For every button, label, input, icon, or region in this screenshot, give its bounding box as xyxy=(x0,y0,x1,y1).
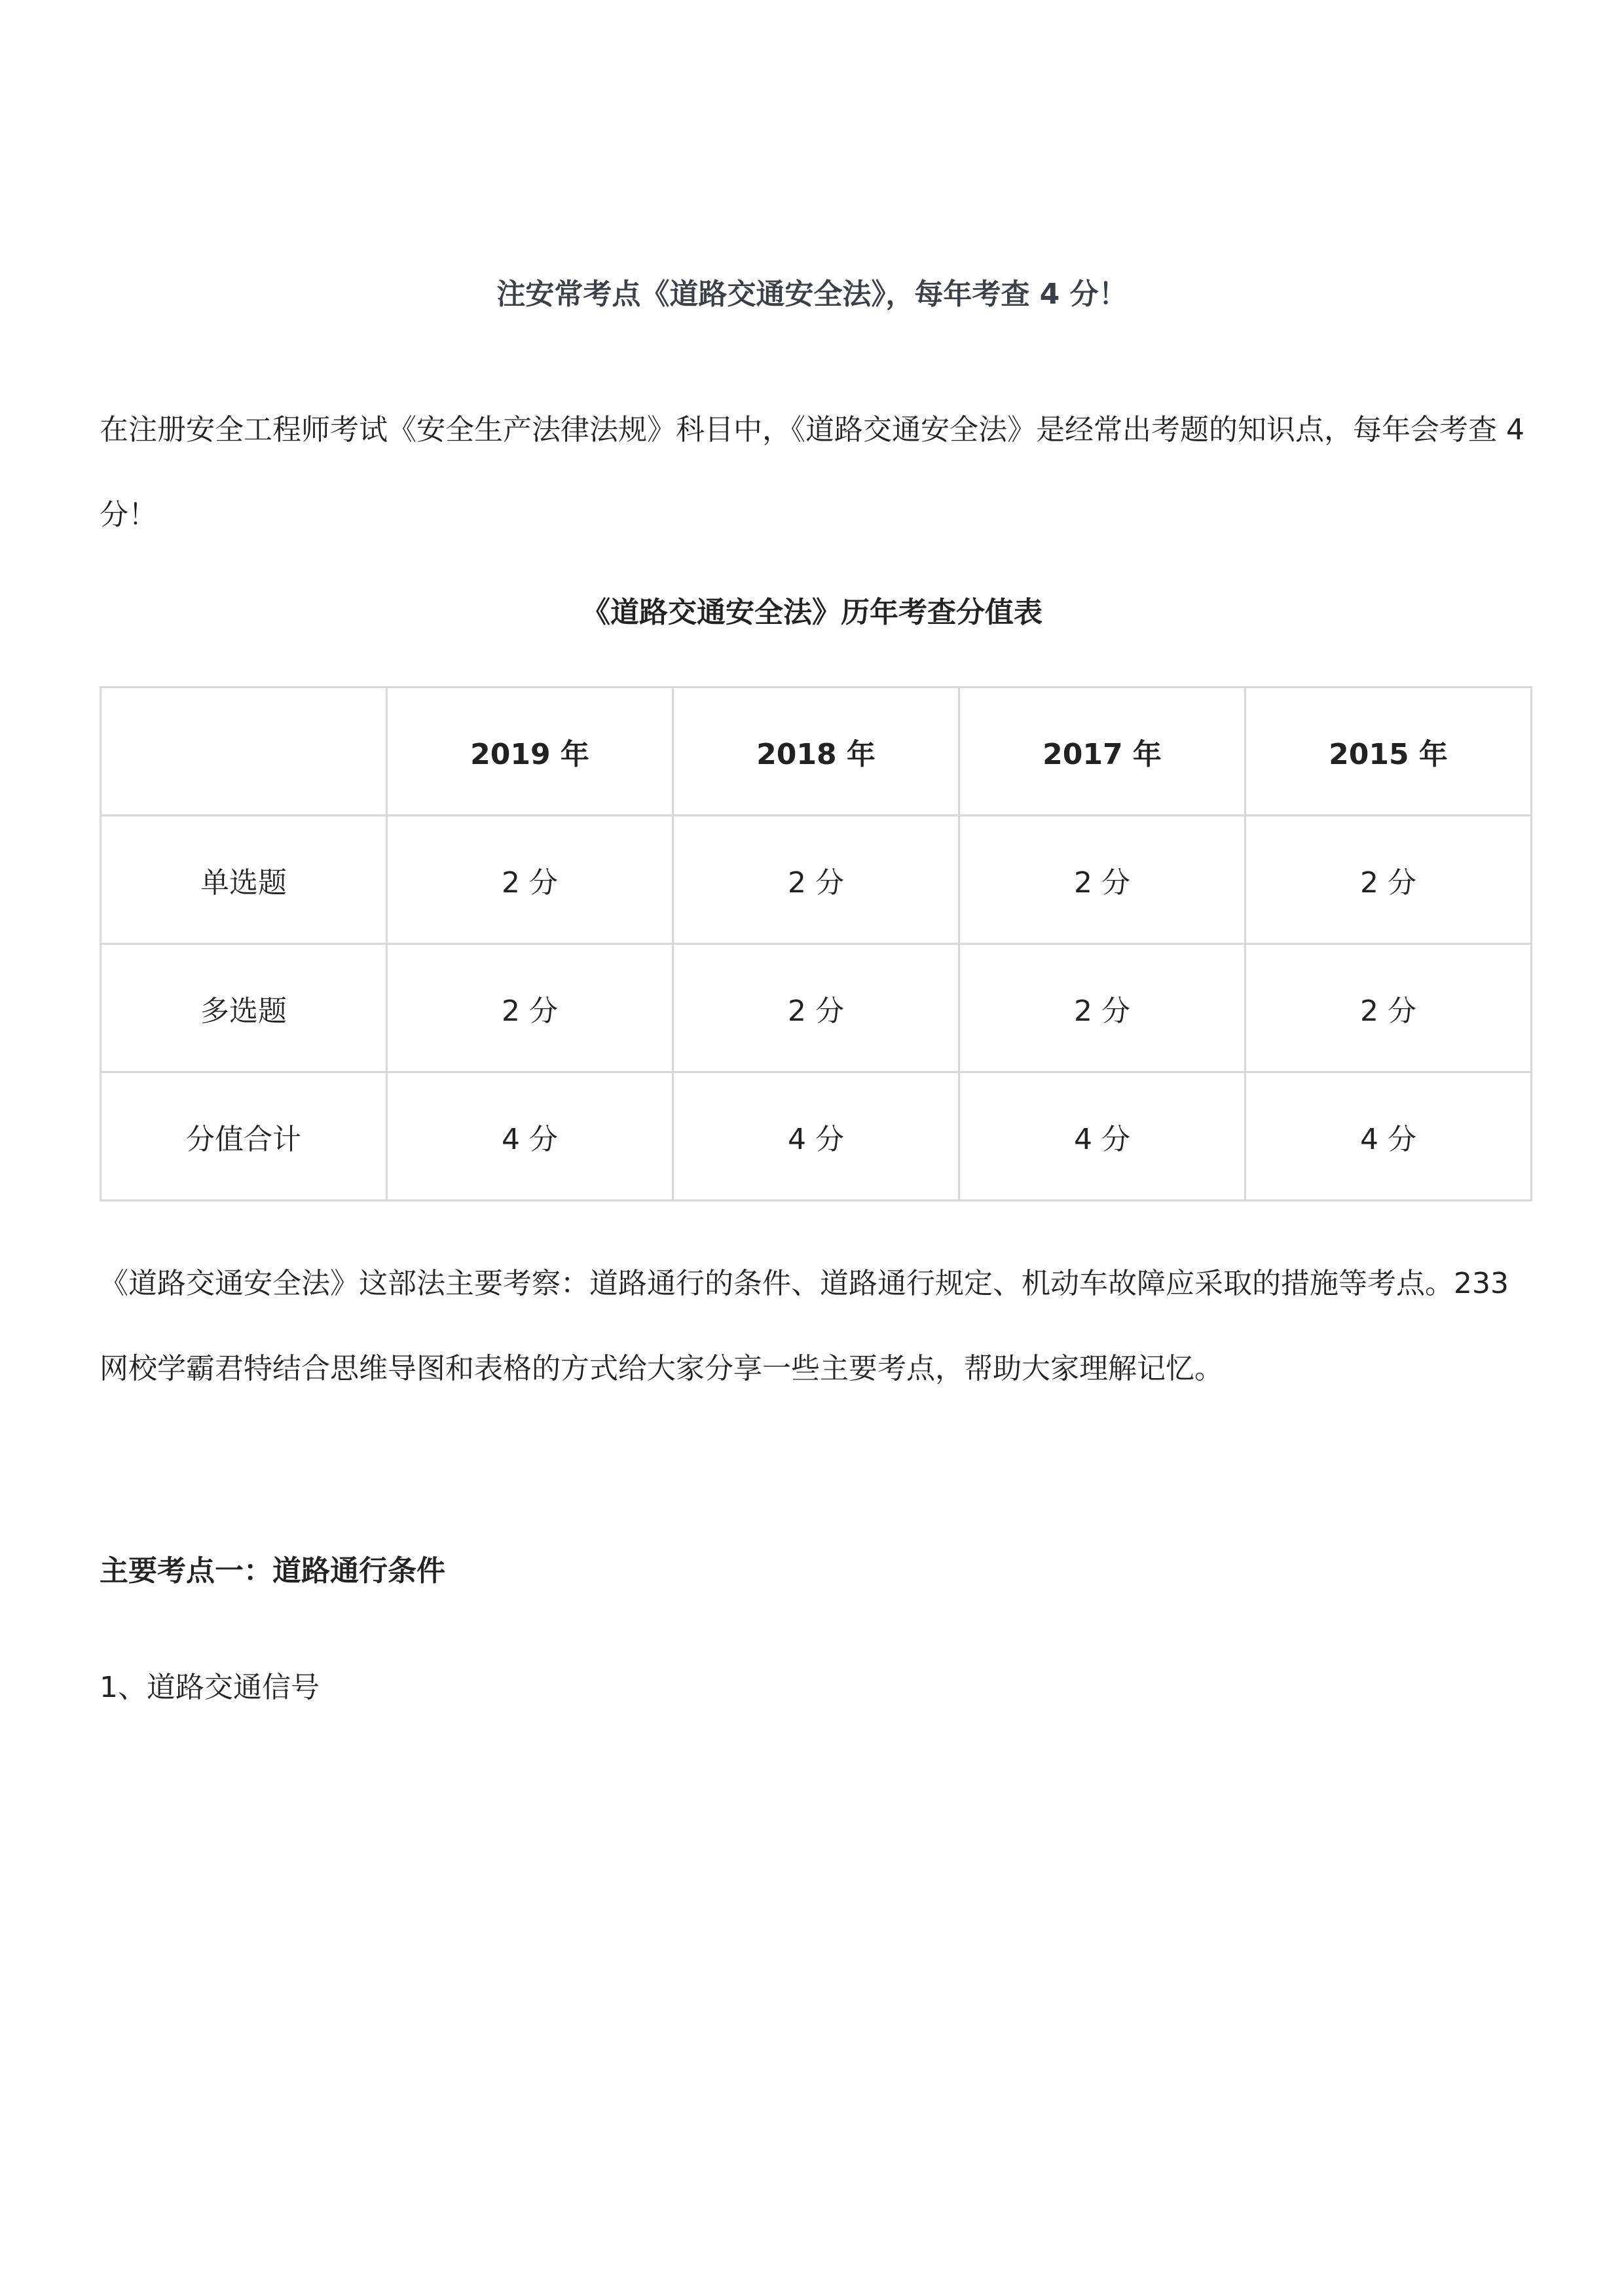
table-row xyxy=(101,816,1532,944)
table-cell: 2 分 xyxy=(959,944,1246,1072)
table-header-row xyxy=(101,687,1532,816)
table-title: 《道路交通安全法》历年考查分值表 xyxy=(581,596,1043,629)
table-header-cell: 2017 年 xyxy=(959,687,1246,816)
summary-paragraph: 《道路交通安全法》这部法主要考察：道路通行的条件、道路通行规定、机动车故障应采取的措施等考点。233 网校学霸君特结合思维导图和表格的方式给大家分享一些主要考点，帮助大家理解记忆。 xyxy=(100,1267,1509,1385)
table-header-cell: 2019 年 xyxy=(387,687,673,816)
table-cell: 4 分 xyxy=(673,1072,959,1201)
table-cell: 2 分 xyxy=(1246,944,1532,1072)
table-row xyxy=(101,944,1532,1072)
table-cell: 2 分 xyxy=(387,944,673,1072)
table-cell: 2 分 xyxy=(673,944,959,1072)
list-item: 1、道路交通信号 xyxy=(100,1671,320,1704)
table-cell: 2 分 xyxy=(387,816,673,944)
table-header-cell xyxy=(101,687,387,816)
table-row xyxy=(101,1072,1532,1201)
table-cell: 4 分 xyxy=(959,1072,1246,1201)
section-heading: 主要考点一：道路通行条件 xyxy=(100,1554,445,1588)
table-cell: 4 分 xyxy=(1246,1072,1532,1201)
table-row-label: 单选题 xyxy=(101,816,387,944)
intro-paragraph: 在注册安全工程师考试《安全生产法律法规》科目中，《道路交通安全法》是经常出考题的知识点，每年会考查 4 分！ xyxy=(100,413,1524,532)
table-row-label: 分值合计 xyxy=(101,1072,387,1201)
table-cell: 4 分 xyxy=(387,1072,673,1201)
table-header-cell: 2015 年 xyxy=(1246,687,1532,816)
page-title: 注安常考点《道路交通安全法》，每年考查 4 分！ xyxy=(496,278,1128,311)
table-row-label: 多选题 xyxy=(101,944,387,1072)
table-cell: 2 分 xyxy=(959,816,1246,944)
table-cell: 2 分 xyxy=(673,816,959,944)
table-header-cell: 2018 年 xyxy=(673,687,959,816)
table-cell: 2 分 xyxy=(1246,816,1532,944)
score-table xyxy=(100,686,1532,1201)
